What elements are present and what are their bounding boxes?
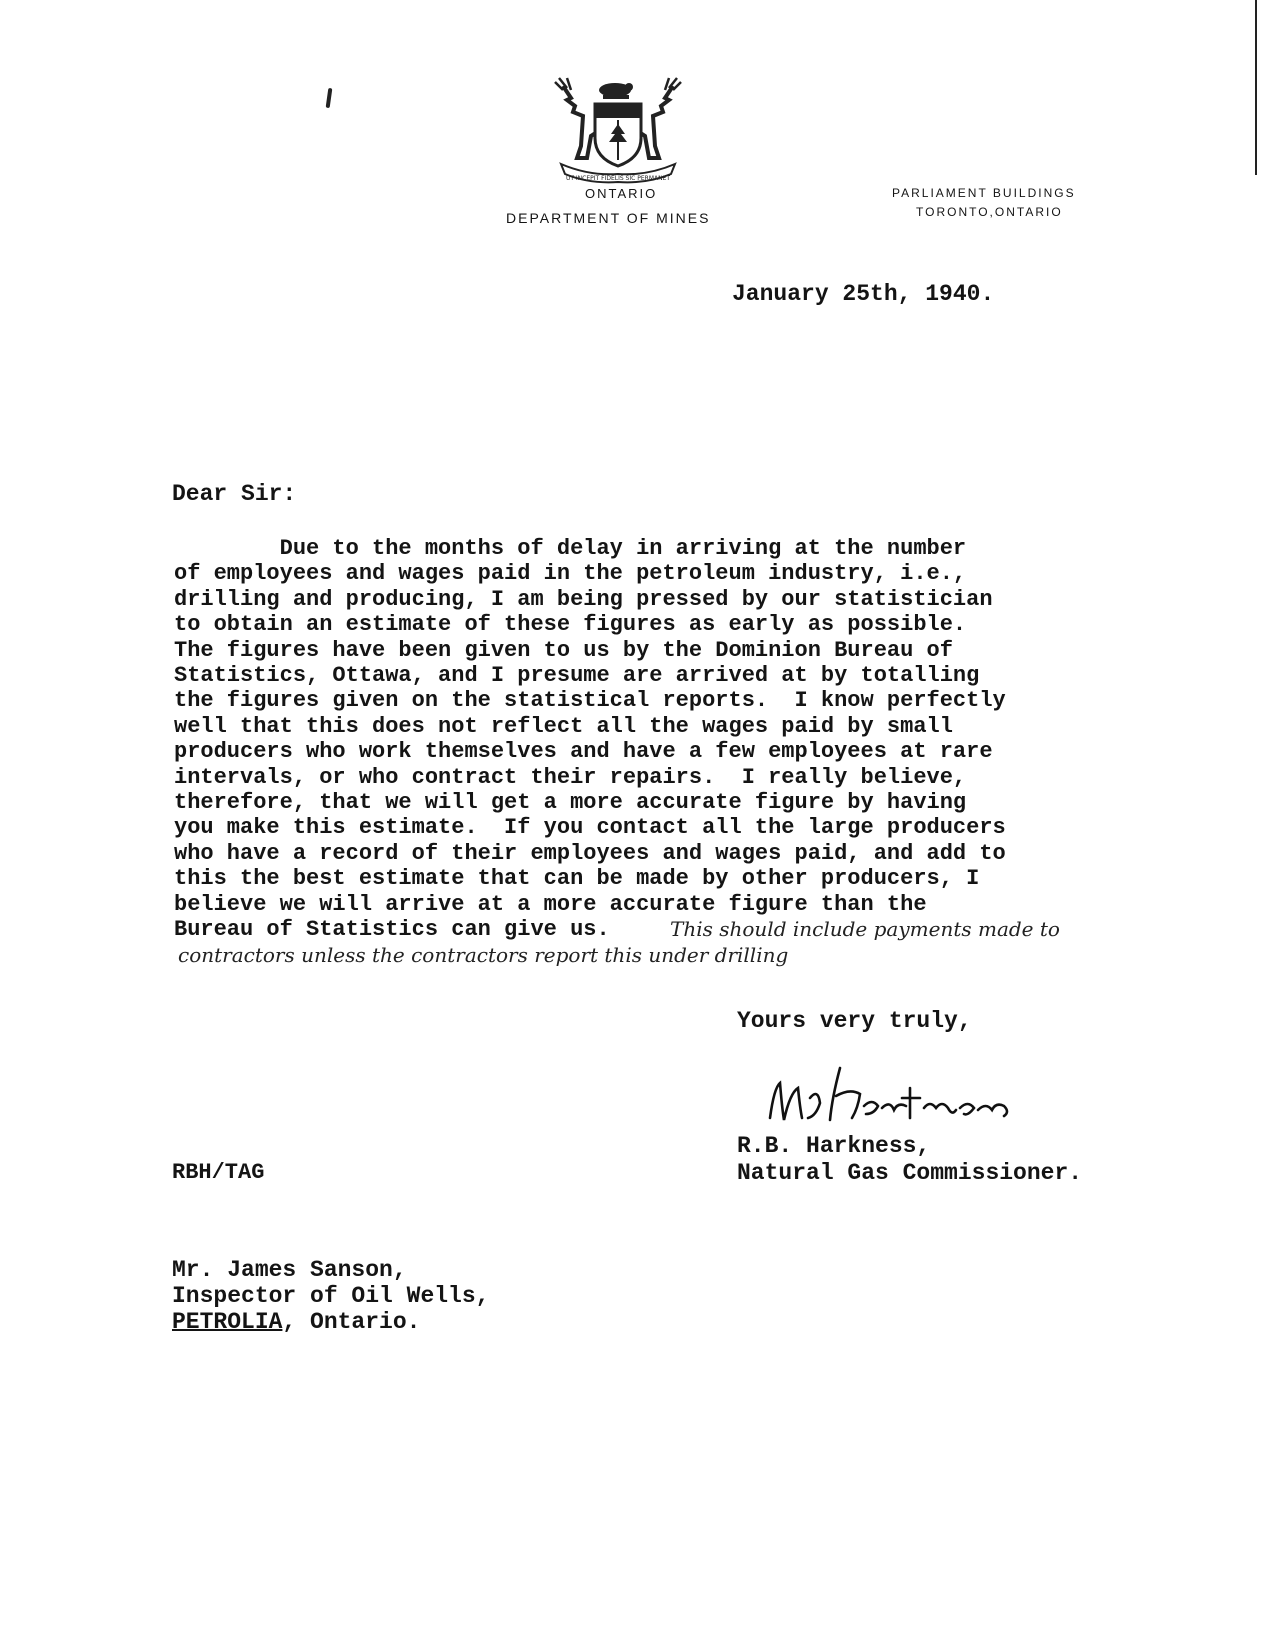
handwritten-note-line1: This should include payments made to: [670, 917, 1060, 941]
crest-motto: UT INCEPIT FIDELIS SIC PERMANET: [565, 175, 671, 182]
letterhead-address-line1: PARLIAMENT BUILDINGS: [892, 186, 1076, 200]
letterhead-province: ONTARIO: [585, 186, 658, 201]
reference-initials: RBH/TAG: [172, 1160, 265, 1185]
coat-of-arms-icon: [553, 76, 683, 186]
letter-date: January 25th, 1940.: [732, 281, 995, 307]
recipient-name: Mr. James Sanson,: [172, 1257, 407, 1283]
handwritten-note-line2: contractors unless the contractors report this under drilling: [178, 943, 789, 967]
closing: Yours very truly,: [737, 1008, 972, 1034]
signer-title: Natural Gas Commissioner.: [737, 1160, 1083, 1186]
letterhead-department: DEPARTMENT OF MINES: [506, 210, 711, 226]
page-edge-line: [1255, 0, 1257, 175]
signer-name: R.B. Harkness,: [737, 1133, 931, 1159]
recipient-province: , Ontario.: [282, 1309, 421, 1335]
stray-ink-mark: [326, 88, 333, 108]
signature: [760, 1058, 1060, 1138]
salutation: Dear Sir:: [172, 481, 297, 507]
recipient-location: [172, 1309, 420, 1335]
recipient-city: PETROLIA: [172, 1309, 283, 1335]
letterhead-address-line2: TORONTO,ONTARIO: [916, 205, 1063, 219]
letter-body: Due to the months of delay in arriving at the number of employees and wages paid in the petroleum industry, i.e., drilling and producing, I am being pressed by our statistician to obtain an estimate of these figures as early as possible. The figures have been given to us by the Dominion Bureau of Statistics, Ottawa, and I presume are arrived at by totalling the figures given on the statistical reports. I know perfectly well that this does not reflect all the wages paid by small producers who work themselves and have a few employees at rare intervals, or who contract their repairs. I really believe, therefore, that we will get a more accurate figure by having you make this estimate. If you contact all the large producers who have a record of their employees and wages paid, and add to this the best estimate that can be made by other producers, I believe we will arrive at a more accurate figure than the Bureau of Statistics can give us.: [174, 536, 1006, 943]
recipient-title: Inspector of Oil Wells,: [172, 1283, 490, 1309]
